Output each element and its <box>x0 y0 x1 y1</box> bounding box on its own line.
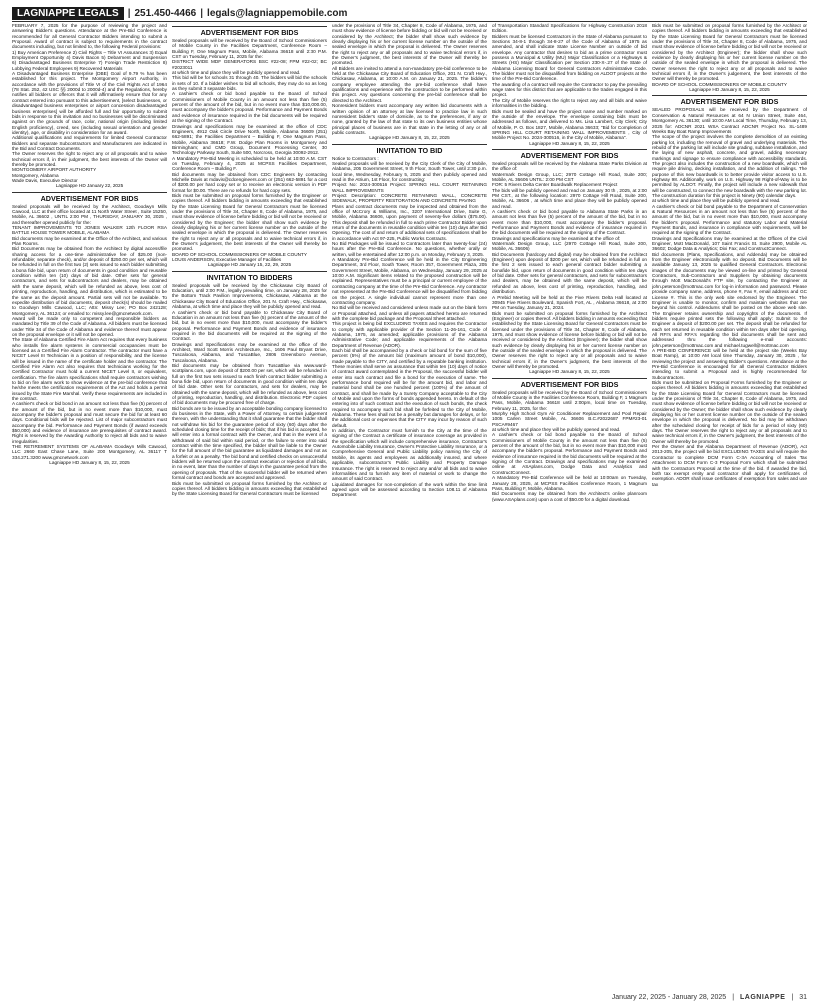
notice-paragraph: Drawings and specifications may be examined at the office of CDC Engineers, 4912 Oak Circle Drive North, Mobile, Alabama 36609 (251) 662-5891; the Facilities Department – Building F, One Magnum Pass, Mobile, Alabama 36618; F.W. Dodge Plan Rooms in Montgomery and Birmingham; and CMD Group, Document Processing Center, 30 Technology Parkway South, Suite 500, Norcross, Georgia 30092-2912. <box>172 123 327 156</box>
notice-paragraph: Lagniappe HD January 8, 15, 22, 2025 <box>529 369 610 375</box>
notice-paragraph: Bids must be submitted on proposal forms furnished by the Architect or copies thereof. All bidders bidding in amounts exceeding that established by the State Licensing Board for General Contractors must be licensed under the provisions of Title 34, Chapter 8, Code of Alabama, 1975, and must show evidence of license before bidding or bid will not be received or considered by the Architect (Engineer); the bidder shall show such evidence by clearly displaying his or her current license number on the outside of the sealed envelope in which the proposal is delivered. The Owner reserves the right to reject any or all proposals and to waive technical errors if, in the Owner's judgement, the best interests of the Owner will thereby be promoted. <box>652 23 807 82</box>
notice-paragraph: Bids must be submitted on Proposal Forms furnished by the Engineer or copies thereof. All bidders bidding in amounts exceeding that established by the State Licensing Board for General Contractors must be licensed under the provisions of Title 34, Chapter 8, Code of Alabama, 1975, and must show evidence of license before bidding or bid will not be received or considered by the Owner; the bidder shall show such evidence by clearly displaying his or her current license number on the outside of the sealed envelope in which the proposal is delivered. No bid may be withdrawn after the scheduled closing for receipt of bids for a period of sixty (60) days. The Owner reserves the right to reject any or all proposals and to waive technical errors if, in the Owner's judgment, the best interests of the Owner will thereby be promoted. <box>652 380 807 444</box>
notice-paragraph: A Mandatory Pre-Bid Meeting is scheduled to be held at 10:00 A.M. CST on Tuesday, February 4, 2025 at MCPSS Facilities Department, Conference Room – Building F. <box>172 155 327 172</box>
notice-paragraph: at which time and place they will be publicly opened and read. <box>492 427 621 433</box>
notice-paragraph: Bids must be submitted on proposal forms furnished by the Engineer or copies thereof. All bidders bidding in amounts exceeding that established by the State Licensing Board for General Contractors must be licensed under the provisions of Title 34, Chapter 8, Code of Alabama, 1975, and must show evidence of license before bidding or bid will not be received or considered by the Engineer; the bidder shall show such evidence by clearly displaying his or her current license number on the outside of the sealed envelope in which the proposal is delivered. The Owner reserves the right to reject any or all proposals and to waive technical errors if, in the Owner's judgement, the best interests of the Owner will thereby be promoted. <box>172 192 327 252</box>
notice-title: ADVERTISEMENT FOR BIDS <box>12 192 167 203</box>
notice-paragraph: Lagniappe HD January 8, 15, 22, 2025 <box>529 140 610 146</box>
legal-columns <box>12 23 807 983</box>
notice-paragraph: Nonresident bidders must accompany any written bid documents with a written opinion of an attorney at law licensed to practice law in such nonresident bidder's state of domicile, as to the preferences, if any or none, granted by the law of that state to its own business entities whose principal places of business are in that state in the letting of any or all public contracts. <box>332 103 487 135</box>
issue-dates: January 22, 2025 - January 28, 2025 <box>611 993 727 1001</box>
notice-paragraph: Notice to Contractors : <box>332 155 379 161</box>
notice-paragraph: In addition, the Contractor must furnish to the City at the time of the signing of the Contract a certificate of insurance coverage as provided in the specification which will include comprehensive insurance, Contractor's Automobile Liability Insurance, Owner's Protective Liability Insurance, or a Comprehensive General and Public Liability policy naming the City of Mobile, its agents and employees as additionally insured, and where applicable, subcontractor's Public Liability and Property Damage Insurance. The right is reserved to reject any and/or all bids and to waive informalities and to furnish any item of material or work to change the amount of said Contract. <box>332 428 487 482</box>
notice-paragraph: at which time and place they will be publicly opened and read. <box>172 70 301 76</box>
notice-paragraph: Lagniappe HD January 15, 22, 29, 2025 <box>207 262 292 268</box>
section-title: LAGNIAPPE LEGALS <box>12 7 124 20</box>
notice-paragraph: Lagniappe HD January 22, 2025 <box>55 183 124 189</box>
notice-paragraph: Additional qualifications and requirements for limited General Contractor Bidders and separate Subcontractors and Manufacturers are indicated in the Bid and Contract Documents. <box>12 135 167 151</box>
notice-paragraph: Plans and contract documents may be inspected and obtained from the office of McCrory & Williams, Inc., 3207 International Drive, Suite G, Mobile, Alabama 36606, upon payment of seventy-five dollars ($75.00). This deposit shall be refunded in full to each prime Contractor Bidder upon return of the documents in reusable condition within ten (10) days after Bid Opening. The cost of and return of additional sets of specifications shall be in accordance with Act 97-225, Public Works Contracts. <box>332 203 487 241</box>
notice-paragraph: Lagniappe HD January 8, 15, 22, 2025 <box>369 135 450 141</box>
notice-title: ADVERTISEMENT FOR BIDS <box>172 26 327 37</box>
notice-paragraph: LOUIS ANDERSON, Executive Manager of Facilities <box>172 257 282 263</box>
notice-paragraph: Sealed proposals will be received by the Architect, Goodwyn Mills Cawood, LLC at their office located at 11 North Water Street , Suite 15250, Mobile, AL 36602 , UNTIL 2:00 PM , THURSDAY, JANUARY 30, 2025 , and thereafter opened publicly for the: <box>12 203 167 225</box>
notice-paragraph: Bid documents (Plans, Specifications, and Addenda) may be obtained from the Engineer electronically with no deposit. Bid Documents will be available January 13, 2025 to qualified General Contractors. Electronic images of the documents may be viewed on-line and printed by General Contractors, Sub-Contractors and Suppliers by obtaining documents through Mott MacDonald's FTP site, by contacting the Engineer at john.peterson@mottmac.com for log-in information and password. Please provide company name, address, phone #, Fax #, email address and GC License #. This is the only web site endorsed by the Engineer. The Engineer is unable to monitor, confirm and maintain websites that are beyond his control. Addendums shall be posted on the above web site. The Engineer retains ownership and copyrights of the documents. If bidders require printed sets the following shall apply: Submit to the Engineer a deposit of $200.00 per set. The deposit shall be refunded for each set returned in reusable condition within ten days after bid opening. All RFI's and RFA's regarding the bid documents shall be sent and addressed thru the following e-mail accounts: john.peterson@mottmac.com and michael.tugwell@mottmac.com <box>652 251 807 348</box>
notice-paragraph: Watermark Design Group, LLC (2970 Cottage Hill Road, Suite 200, Mobile, AL 36606) <box>492 241 647 252</box>
notice-paragraph: Bids must be submitted on proposal forms furnished by the Architect or copies thereof. All bidders bidding in amounts exceeding that established by the State Licensing Board for General Contractors must be licensed <box>172 480 327 497</box>
notice-paragraph: No Bid will be received and considered unless made out on the blank form or Proposal attached, and unless all papers attached hereto are returned with the complete bid package and the Proposal Sheet attached. <box>332 305 487 321</box>
legal-notice <box>332 23 487 141</box>
notice-title: ADVERTISEMENT FOR BIDS <box>652 95 807 106</box>
notice-paragraph: Sealed proposals will be received by the Chickasaw City Board of Education, until 2:00 P.M., legally prevailing time, on January 28, 2025 for the Bottom Track Pavilion Improvements, Chickasaw, Alabama at the Chickasaw City Board of Education Office, 201 N. Craft Hwy., Chickasaw, Alabama, at which time and place they will be publicly opened and read. <box>172 282 327 310</box>
notice-paragraph: BOARD OF SCHOOL COMMISSIONERS OF MOBILE COUNTY <box>172 251 307 257</box>
notice-paragraph: Drawings and Specifications may be examined at the Offices of the Civil Engineer, Mott MacDonald, 107 Saint Francis St. Suite 2900, Mobile AL 36602; Dodge Data & Analytics; Dixi Fax; and ConstructConnect. <box>652 235 807 252</box>
notice-paragraph: A cashier's check or bid bond payable to Alabama State Parks in an amount not less than five (5) percent of the amount of the bid, but in no event more than $10,000, must accompany the bidder's proposal. Performance and Payment Bonds and evidence of insurance required in the bid documents will be required at the signing of the Contract. <box>492 209 647 236</box>
legal-notice <box>492 23 647 146</box>
notice-paragraph: Bid documents may be obtained from CDC Engineers by contacting Michelle Davis at mdavis@cdcengineers.com or (251) 662-5891 for a cost of $200.00 per hard copy set or to receive an electronic version in PDF format for $0.00. There are no refunds for hard copy sets. <box>172 171 327 193</box>
notice-paragraph: Each bid shall be accompanied by a check or bid bond for the sum of five percent (5%) of the amount bid (maximum amount of bond $10,000), made payable to the CITY, and certified by a reputable banking institution. These monies shall serve as assurance that within ten (10) days of notice of contract award contemplated in the Proposal, the successful bidder will enter into such contract and file a bond for the execution of same. The performance bond required will be for the amount bid, and labor and material bond shall be one hundred percent (100%) of the amount of contract, and shall be made by a Surety Company acceptable to the City of Mobile and upon the forms of bonds appended hereto. In default of the entering into of such contract and the execution of such bonds, the check required to accompany such bid shall be forfeited to the City of Mobile, Alabama. These fees shall not be a penalty but damages for delays, or for the additional cost or expenses that the CITY may incur by reason of such default. <box>332 347 487 428</box>
notice-paragraph: TENANT IMPROVEMENTS TO JONES WALKER 12th FLOOR RSA BATTLE HOUSE TOWER MOBILE, ALABAMA <box>12 225 167 236</box>
notice-paragraph: Bid bonds are to be issued by an acceptable bonding company licensed to do business in the State, with a Power of Attorney, to certain judgement thereon, with the understanding that it shall guarantee that the bidder shall not withdraw his bid for the guarantee period of sixty (60) days after the scheduled closing time for the receipt of bids; that if his bid is accepted, he will enter into a formal contract with the Owner, and that in the event of a withdrawal of said bid within said period, or the failure to enter into said contract within the time specified, the bidder shall be liable to the Owner for the full amount of the bid guarantee as liquidated damages and not as a forfeit or as a penalty. The bid bond and certified checks on unsuccessful bidders will be returned upon the contract execution or rejection of all bids, in no event, later than the number of days in the guarantee period from the opening of proposals. That of the successful bidder will be returned when formal contract and bonds are accepted and approved. <box>172 405 327 481</box>
notice-paragraph: The awarding of a contract will require the Contractor to pay the prevailing wage rates for this district that are applicable to the trades engaged in this project. <box>492 81 647 98</box>
notice-paragraph: A Mandatory Pre-Bid Conference will be held in the City Engineering Department, 3rd Floor, South Tower, Room 357, Government Plaza, 205 Government Street, Mobile, Alabama, on Wednesday, January 29, 2025 at 10:00 A.M. Significant items related to the proposed construction will be explained. Representatives must be a principal or current employee of the contracting company at the time of the Pre-Bid Conference. Any contractor not represented at the Pre-Bid Conference will be disqualified from bidding on the project. A single individual cannot represent more than one contracting company. <box>332 257 487 305</box>
notice-paragraph: under the provisions of Title 34, Chapter 8, Code of Alabama, 1975, and must show evidence of license before bidding or bid will not be received or considered by the Architect; the bidder shall show such evidence by clearly displaying his or her current license number on the outside of the sealed envelope in which the proposal is delivered. The Owner reserves the right to reject any or all proposals and to waive technical errors if, in the Owner's judgment, the best interests of the Owner will thereby be promoted. <box>332 23 487 66</box>
column-2 <box>172 23 327 983</box>
legal-notice <box>492 378 647 502</box>
notice-paragraph: Sealed proposals will be received by the Board of School Commissioners of Mobile County in the Facilities Conference Room, Building F, 1 Magnum Pass, Mobile, Alabama 36618 until 2:00pm, local time on Tuesday, February 11, 2025, for the: <box>492 389 647 411</box>
notice-paragraph: Per the Owner and the Alabama Department of Revenue (ADOR), Act 2013-205, the project will be bid EXCLUDING TAXES and will require the Contractor to complete DCM Form C-3A Accounting of Sales Tax Attachment to DCM Form C-3 Proposal Form which shall be submitted with the Contractors Proposal at the time of the bid. If awarded the bid, both tax exempt entity and contractor shall apply for certificates of exemption. ADOR shall issue certificates of exemption from sales and use tax <box>652 444 807 487</box>
page-number: 31 <box>799 993 807 1001</box>
notice-paragraph: A Disadvantaged Business Enterprise (DBE) Goal of 9.79 % has been established for this project. The Montgomery Airport Authority, in accordance with the provisions of Title VI of the Civil Rights Act of 1964 (78 Stat. 252, 42 USC §§ 2000d to 2000d-4) and the Regulations, hereby notifies all bidders or offerors that it will affirmatively ensure that for any contract entered into pursuant to this advertisement, [select businesses, or disadvantaged business enterprises or airport concession disadvantaged business enterprises] will be afforded full and fair opportunity to submit bids in response to this invitation and no businesses will be discriminated against on the grounds of race, color, national origin (including limited English proficiency), creed, sex (including sexual orientation and gender identity), age, or disability in consideration for an award. <box>12 71 167 135</box>
notice-paragraph: Lagniappe HD January 8, 15, 22, 2025 <box>689 87 770 93</box>
notice-paragraph: A cashier's check or bid bond in an amount not less than five (5) percent of the amount of the bid, but in no event more than $10,000, must accompany the bidder's proposal and must secure the bid for at least 60 days. Conditional bids will be rejected. List of major subcontractors must accompany the bid. Performance and Payment Bonds (if award exceeds $50,000) and evidence of insurance are prerequisites of contract award. Right is reserved by the Awarding Authority to reject all bids and to waive irregularities. <box>12 401 167 444</box>
column-5 <box>652 23 807 983</box>
notice-paragraph: Bid documents may be examined at the Office of the Architect, and various Plan Rooms. <box>12 235 167 247</box>
notice-paragraph: A PRE-BID CONFERENCE will be held at the project site (Weeks Bay Boat Ramp), at 10:00 AM local time Thursday, January 30, 2025 , for reviewing the project and answering Bidder's questions. Attendance at the Pre-Bid Conference is encouraged for all General Contractor Bidders intending to submit a Proposal and is highly recommended for Subcontractors. <box>652 347 807 380</box>
notice-title: INVITATION TO BIDDERS <box>172 271 327 282</box>
notice-paragraph: SEALED PROPOSALS will be received by the Department of Conservation & Natural Resources at 64 N Union Street, Suite 464, Montgomery AL 36130; until 10:00 AM Local Time, Thursday, February 13, 2025 for: ADCNR 2021 WSA Contract ADCNR Project No. SL-1489 Weeks Bay Boat Ramp Improvements <box>652 107 807 134</box>
header-separator: | <box>127 7 131 19</box>
legal-notice <box>172 271 327 497</box>
column-4 <box>492 23 647 983</box>
notice-paragraph: The scope of the project involves the complete demolition of an existing parking lot, including the removal of gravel and underlying materials. The rebuild of the parking lot will include site grading, subbase installation, and the laying of new asphalt, concrete, and gravel, adding necessary markings and signage to ensure compliance with accessibility standards. The project also includes the construction of a new boardwalk, which will require pile driving, decking installation, and the addition of railings. The purpose of this new boardwalk is to better provide visitor access to U.S. Highway 98. Additionally, work on U.S. Highway 98 Right-of-Way is to be permitted by ALDOT. Finally, the project will include a new sidewalk that will be constructed, to connect the new boardwalk with the new parking lot. The construction duration for this project is Ninety (90) calendar days. <box>652 134 807 198</box>
notice-paragraph: at which time and place they will be publicly opened and read. <box>652 198 781 204</box>
notice-paragraph: The bids will be publicly opened and read on January 30 th , 2025, at 2:00 PM CST., at the following location: 2970 Cottage Hill Road, Suite 200, Mobile, AL 36606 , at which time and place they will be publicly opened and read. <box>492 187 647 209</box>
notice-paragraph: This project is being bid EXCLUDING TAXES and requires the Contractor to comply with applicable provider of the Section 11-26-161, Code of Alabama, 1975, as amended; applicable provisions of the Alabama Administrative Code; and applicable requirements of the Alabama Department of Revenue (ADOR). <box>332 321 487 348</box>
footer-separator: | <box>791 993 794 1001</box>
notice-paragraph: The City of Mobile reserves the right to reject any and all bids and waive informalities in the bidding. <box>492 97 647 109</box>
header-separator: | <box>200 7 204 19</box>
email-address[interactable]: legals@lagniappemobile.com <box>207 7 348 19</box>
notice-paragraph: 1) Buy American Preference 2) Civil Rights – Title VI Assurances 3) Equal Employment Opportunity 4) Davis Bacon 5) Debarment and Suspension 6) Disadvantaged Business Enterprise 7) Foreign Trade Restriction 8) Lobbying Federal Employees 9) Recovered Materials <box>12 49 167 71</box>
notice-paragraph: BOARD OF SCHOOL COMMISSIONERS OF MOBILE COUNTY <box>652 81 787 87</box>
notice-paragraph: A Mandatory Pre-Bid Conference will be held at 10:00am on Tuesday, January 28, 2025, at MCPSS Facilities Conference Room, 1 Magnum Pass, Building F, Mobile, Alabama. <box>492 475 647 491</box>
notice-paragraph: All Bidders are invited to attend a non-mandatory pre-bid conference to be held at the Chickasaw City Board of Education Office, 201 N. Craft Hwy., Chickasaw, Alabama, at 10:00 A.M. on January 21, 2025. The bidder's company employee attending the pre-bid conference shall have qualifications and experience with the construction to be performed within this project. Any questions concerning the pre-bid conference shall be directed to the Architect. <box>332 65 487 103</box>
notice-paragraph: THE RETIREMENT SYSTEMS OF ALABAMA Goodwyn Mills Cawood, LLC 2660 East Chase Lane, Suite 200 Montgomery, AL 36117 T 334.271.3200 www.gmcnetwork.com <box>12 444 167 460</box>
legal-notice <box>652 23 807 92</box>
notice-paragraph: The Owner reserves the right to reject any or all proposals and to waive technical errors if, in their judgment, the best interests of the Owner will thereby be promoted. <box>12 151 167 167</box>
notice-paragraph: Bidders must be licensed Contractors in the State of Alabama pursuant to Sections 34-8-1 through 34-8-27 of the Code of Alabama of 1975 as amended, and shall indicate State License Number on outside of bid envelope. Any contractor that desires to bid as a prime contractor must possess a Municipal & Utility (MU) Major Classification or a Highways & Streets (HS) Major Classification per Section 230-X-.27 of the State of Alabama Licensing Board for General Contractors Administrative Code. The bidder must not be disqualified from bidding on ALDOT projects at the time of the Pre-Bid Conference. <box>492 33 647 82</box>
page-header <box>12 6 807 20</box>
notice-paragraph: Bid Documents may be obtained from the Architect's online planroom (www.ASAplans.com) upon a cost of $50.00 for a digital download. <box>492 491 647 502</box>
page-footer <box>12 991 807 1003</box>
notice-paragraph: Project Description: CONCRETE RETAINING WALL, CONCRETE SIDEWALK, PROPERTY RESTORATION AND CONCRETE PAVING <box>332 192 487 204</box>
notice-paragraph: Bids must be sealed and have the project name and number marked on the outside of the envelope. The envelope containing bids must be addressed as follows, and delivered to Ms. Lisa Lambert, City Clerk; City of Mobile, P. O. Box 1827, Mobile, Alabama 36633; "Bid for Completion of SPRING HILL COURT RETAINING WALL IMPROVEMENTS , City of Mobile Project No. 2024-300516, in the City of Mobile, Alabama". <box>492 108 647 141</box>
notice-paragraph: Bid Documents (hardcopy and digital) may be obtained from the Architect (Engineer) upon deposit of $200 per set, which will be refunded in full on the first 2 sets issued to each general contract bidder submitting a bonafide bid, upon return of documents in good condition within ten days of bid date. Other sets for general contractors, and sets for subcontractors and dealers, may be obtained with the same deposit, which will be refunded as above, less cost of printing, reproduction, handling, and distribution. <box>492 251 647 295</box>
notice-title: ADVERTISEMENT FOR BIDS <box>492 378 647 389</box>
legal-notice <box>652 95 807 486</box>
publication-name: LAGNIAPPE <box>740 993 786 1001</box>
notice-paragraph: Bid documents may be obtained from TuscaBlue via www.ward-scottplans.com, upon deposit of $200.00 per set, which will be refunded in full on the first two sets issued to each finish contract bidder submitting a bona fide bid, upon return of documents in good condition within ten days of bid date. Other sets for contractors, and sets for dealers, may be obtained with the same deposit, which will be refunded as above, less cost of printing, reproduction, handling, and distribution. Electronic PDF copies of bid documents may be procured free of charge. <box>172 362 327 406</box>
notice-title: ADVERTISEMENT FOR BIDS <box>492 149 647 160</box>
notice-paragraph: FOR: 5 Rivers Delta Center Boardwalk Replacement Project <box>492 182 618 188</box>
notice-paragraph: Project No: 2024-300516 Project: SPRING HILL COURT RETAINING WALL IMPROVEMENTS <box>332 182 487 193</box>
notice-paragraph: Sealed proposals will be received by the Alabama State Parks Division at the office of: <box>492 160 647 172</box>
legal-notice <box>492 149 647 375</box>
notice-paragraph: Drawings and specifications may be examined at the office of: <box>492 235 621 241</box>
notice-paragraph: A cashier's check or bid bond payable to the Board of School Commissioners of Mobile County in the amount not less than five (5) percent of the amount of the bid, but in no event more than $10,000 must accompany the bidder's proposal. Performance and Payment Bonds and evidence of insurance required in the bid documents will be required at the signing of the Contract. Drawings and specifications may be examined online at ASAplans.com, Dodge Data and Analytics and ConstructConnect. <box>492 432 647 475</box>
notice-paragraph: This bid will be for schools 31 through 40. The bidders will bid the schools in sets of 10. If a bidder wishes to bid all schools, they may do so as long as they submit 3 separate bids. <box>172 75 327 92</box>
notice-paragraph: Drawings and Specifications may be examined at the office of the Architect, Ward Scott Morris Architecture, Inc., 1606 Paul Bryant Drive, Tuscaloosa, Alabama, and TuscaBlue, 2806 Greensboro Avenue, Tuscaloosa, Alabama. <box>172 341 327 363</box>
notice-paragraph: of Transportation Standard Specifications for Highway Construction 2018 Edition. <box>492 23 647 34</box>
notice-paragraph: Award will be made only to competent and responsible bidders as mandated by Title 39 of the Code of Alabama. All bidders must be licensed under Title 34 of the Code of Alabama and evidence thereof must appear on the proposal envelope or it will not be opened. <box>12 315 167 337</box>
notice-paragraph: A cashier's check or bid bond payable to the Board of School Commissioners of Mobile County in an amount not less than five (5) percent of the amount of the bid, but in no event more than $10,000.00, must accompany the bidder's proposal. Performance and Payment Bonds and evidence of insurance required in the bid documents will be required at the signing of the Contract. <box>172 91 327 124</box>
phone-number: 251.450-4466 <box>134 7 197 19</box>
notice-paragraph: MONTGOMERY AIRPORT AUTHORITY <box>12 167 97 173</box>
column-3 <box>332 23 487 983</box>
notice-paragraph: Wade Davis, Executive Director <box>12 177 78 183</box>
notice-paragraph: Lagniappe HD January 8, 15, 22, 2025 <box>49 460 130 466</box>
legal-notice <box>12 23 167 189</box>
notice-paragraph: DISTRICT WIDE MDF GENERATORS BSC #22-08; FPM #22-02; BC #2023011 <box>172 59 327 70</box>
legal-notice <box>172 26 327 268</box>
notice-paragraph: Sealed proposals will be received by the Board of School Commissioners of Mobile County in the Facilities Department, Conference Room – Building F, One Magnum Pass, Mobile, Alabama 36618 until 2:30 P.M. CST on Tuesday, February 11, 2025 for the: <box>172 38 327 60</box>
notice-paragraph: Liquidated damages for non-completion of the work within the time limit agreed upon will be assessed according to Section 108.11 of Alabama Department <box>332 481 487 498</box>
notice-title: INVITATION TO BID <box>332 144 487 155</box>
notice-paragraph: A cashier's check or bid bond payable to the Department of Conservation & Natural Resources in an amount not less than five (5) percent of the amount of the bid, but in no event more than $10,000, must accompany the bidder's proposal. Performance and statutory Labor and Material Payment Bonds, and insurance in compliance with requirements, will be required at the signing of the Contract. <box>652 203 807 236</box>
notice-paragraph: Bid Documents may be obtained from the Architect by digital access/file sharing access for a one-time administrative fee of $25.00 (non-refundable; separate check), and/or deposit of $250.00 per set, which will be refunded in full on the first two (2) sets issued to each bidder submitting a bona fide bid, upon return of documents in good condition and reusable condition within ten (10) days of bid date. Other sets for general contractors, and sets for subcontractors and dealers, may be obtained with the same deposit, which will be refunded as above, less cost of printing, reproduction, handling, and distribution, which is estimated to be the same as the deposit amount. Partial sets will not be available. To expedite distribution of bid documents, deposit check(s) should be mailed to Goodwyn Mills Cawood, LLC; Attn: Missy Lee; PO Box 242128; Montgomery, AL 36124; or emailed to: missy.lee@gmcnetwork.com. <box>12 246 167 316</box>
notice-paragraph: Watermark Design Group, LLC; 2970 Cottage Hill Road, Suite 200; Mobile, AL 36606 UNTIL: 2:00 PM CST <box>492 171 647 182</box>
notice-paragraph: A Prebid Meeting will be held at the Five Rivers Delta Hall located at 30945 Five Rivers Boulevard, Spanish Fort, AL , Alabama 36618, at 2:00 PM on Tuesday, January 21, 2024. <box>492 294 647 311</box>
legal-notice <box>332 144 487 498</box>
notice-paragraph: Bids must be submitted on proposal forms furnished by the Architect (Engineer) or copies thereof. All bidders bidding in amounts exceeding that established by the State Licensing Board for General Contractors must be licensed under the provisions of Title 34, Chapter 8, Code of Alabama, 1975, and must show evidence of license before bidding or bid will not be received or considered by the Architect (Engineer); the bidder shall show such evidence by clearly displaying his or her current license number on the outside of the sealed envelope in which the proposal is delivered. The Owner reserves the right to reject any or all proposals and to waive technical errors if, in the Owner's judgment, the best interests of the Owner will thereby be promoted. <box>492 310 647 369</box>
footer-separator: | <box>732 993 735 1001</box>
notice-paragraph: No Bid Packages will be issued to Contractors later than twenty-four (24) hours after the Pre-Bid Conference. No questions, whether orally or written, will be entertained after 12:00 p.m. on Monday, February 3, 2025. <box>332 241 487 257</box>
notice-paragraph: A cashier's check or bid bond payable to Chickasaw City Board of Education in an amount not less than five (5) percent of the amount of the bid, but in no event more than $10,000, must accompany the bidder's proposal. Performance and Payment Bonds and evidence of insurance required in the bid documents will be required at the signing of the Contract. <box>172 309 327 342</box>
notice-paragraph: Sealed proposals will be received by the City Clerk of the City of Mobile, Alabama, 205 Government Street, 9 th Floor, South Tower, until 2:30 p.m. local time, Wednesday, February 5, 2025 and then publicly opened and read in the Atrium, 1st Floor, for constructing: <box>332 160 487 182</box>
legal-notice <box>12 192 167 466</box>
notice-paragraph: FEBRUARY 7, 2025 for the purpose of reviewing the project and answering Bidder's questions. Attendance at the Pre-Bid Conference is recommended for all General Contractor Bidders intending to submit a Proposal. Award of contract is subject to requirements in the contract documents including, but not limited to, the following Federal provisions: <box>12 23 167 50</box>
notice-paragraph: Montgomery, Alabama <box>12 172 59 178</box>
notice-paragraph: Murphy High School Gym Air Conditioner Replacement and Pool Repair 1005 Carlen Street Mobile, AL 36606 B.C.#2022687 FPM#23-01 PSCA#9467 <box>492 411 647 427</box>
notice-paragraph: The State of Alabama Certified Fire Alarm Act requires that every business who installs fire alarm systems in commercial occupancies must be licensed as a Certified Fire Alarm Contractor. The contractor must have a NICET Level III Technician in a position of responsibility, and the license will be issued in the name of the certificate holder and the contractor. The Certified Fire Alarm Act also requires that technicians working for the Certified Contractor must hold a current NICET Level II, or equivalent, certification. The fire alarm specifications shall require contractors wishing to bid on fire alarm work to show evidence at the pre-bid conference that he/she meets the certification requirements of the Act and holds a permit issued by the State Fire Marshal. Verify these requirements are included in the contract. <box>12 337 167 402</box>
header-rule <box>12 21 807 22</box>
column-1 <box>12 23 167 983</box>
